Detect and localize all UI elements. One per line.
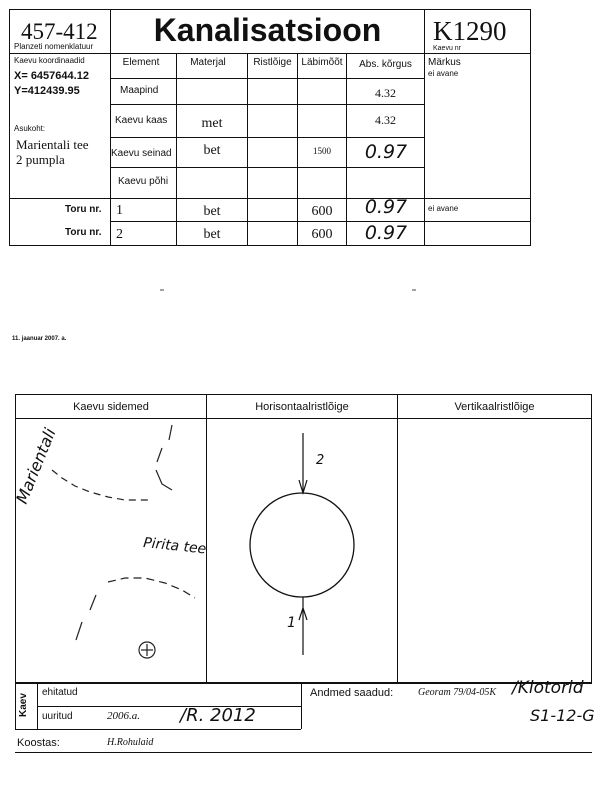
divider	[15, 752, 592, 753]
author-label: Koostas:	[17, 737, 60, 749]
pipe-height-handwritten: 0.97	[364, 196, 408, 218]
row-height: 4.32	[375, 113, 396, 127]
pipe-out-label: 1	[287, 615, 296, 631]
map-code-label: Planzeti nomenklatuur	[14, 42, 94, 51]
pipe-in-label: 2	[316, 453, 325, 468]
manhole-circle	[250, 493, 354, 597]
pipe-material: bet	[203, 227, 221, 242]
divider	[301, 683, 302, 729]
street-label: Marientali	[12, 425, 60, 507]
divider	[37, 683, 38, 729]
row-element: Kaevu põhi	[118, 176, 169, 187]
pipe-diameter: 600	[311, 204, 333, 219]
location-label: Asukoht:	[14, 124, 46, 133]
updated-handwritten: /R. 2012	[180, 705, 256, 726]
coordinate-x: X= 6457644.12	[14, 70, 89, 82]
column-header: Element	[122, 57, 160, 68]
remarks-header: Märkus	[428, 57, 461, 68]
data-source-value: Georam 79/04-05K	[418, 687, 497, 698]
divider	[37, 706, 301, 707]
row-diameter: 1500	[313, 146, 331, 156]
pipe-remark: ei avane	[428, 204, 459, 213]
built-label: ehitatud	[42, 687, 78, 698]
column-header: Materjal	[190, 57, 226, 68]
data-source-handwritten: /Klotorid	[512, 678, 584, 698]
coordinates-label: Kaevu koordinaadid	[14, 56, 85, 65]
location-line-1: Marientali tee	[16, 137, 89, 152]
panel-title: Vertikaalristlõige	[454, 401, 535, 413]
updated-value: 2006.a.	[107, 710, 140, 722]
divider	[15, 683, 592, 684]
page-title: Kanalisatsioon	[153, 12, 382, 48]
side-label: Kaev	[18, 693, 29, 717]
row-element: Maapind	[120, 85, 159, 96]
date-note: 11. jaanuar 2007. a.	[12, 336, 67, 342]
well-number-label: Kaevu nr	[433, 45, 462, 52]
handwritten-date: S1-12-G	[530, 706, 595, 725]
row-element: Kaevu kaas	[115, 115, 168, 126]
panel-title: Kaevu sidemed	[73, 401, 149, 413]
pipe-material: bet	[203, 204, 221, 219]
map-code: 457-412	[21, 19, 98, 44]
data-source-label: Andmed saadud:	[310, 687, 394, 699]
well-number: K1290	[433, 16, 507, 46]
location-line-2: 2 pumpla	[16, 152, 65, 167]
column-header: Abs. kõrgus	[359, 59, 412, 70]
divider	[15, 683, 16, 729]
updated-label: uuritud	[42, 711, 73, 722]
pipe-number: 1	[116, 203, 123, 218]
coordinate-y: Y=412439.95	[14, 85, 80, 97]
panel-title: Horisontaalristlõige	[255, 401, 349, 413]
row-material: bet	[203, 143, 221, 158]
row-height: 4.32	[375, 86, 396, 100]
remarks-value: ei avane	[428, 69, 459, 78]
pipe-height-handwritten: 0.97	[364, 222, 408, 244]
street-label: Pirita tee	[142, 535, 207, 558]
divider	[15, 729, 301, 730]
pipe-label: Toru nr.	[65, 204, 102, 215]
row-height-handwritten: 0.97	[364, 141, 408, 163]
row-element: Kaevu seinad	[111, 148, 172, 159]
pipe-diameter: 600	[311, 227, 333, 242]
column-header: Läbimõõt	[301, 57, 343, 68]
pipe-number: 2	[116, 227, 123, 242]
pipe-label: Toru nr.	[65, 227, 102, 238]
row-material: met	[201, 116, 223, 131]
column-header: Ristlõige	[253, 57, 292, 68]
author-value: H.Rohulaid	[107, 737, 154, 748]
